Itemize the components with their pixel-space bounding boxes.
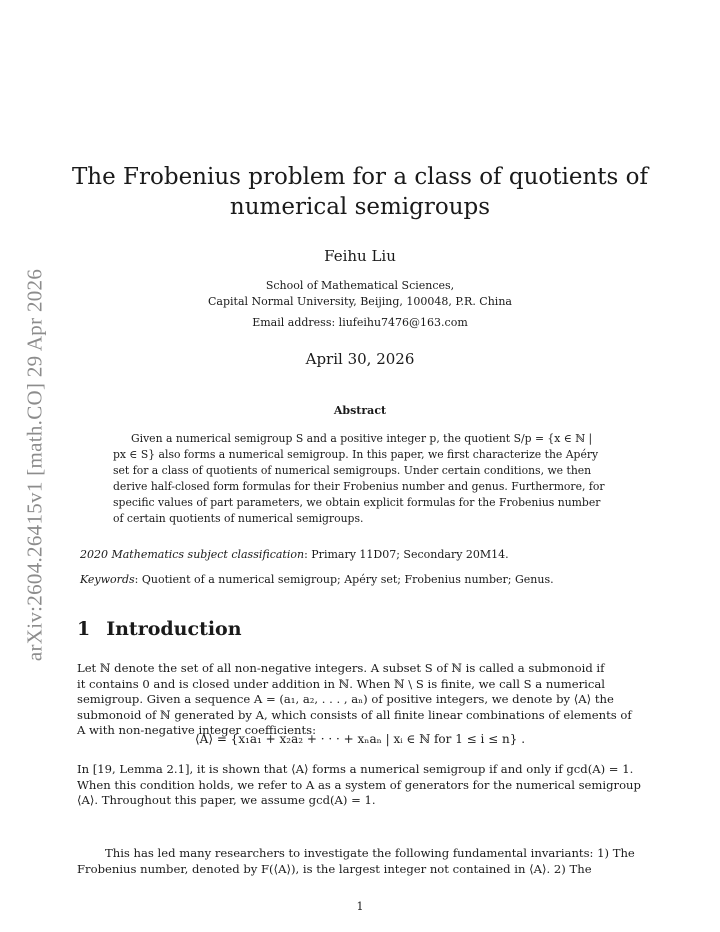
paper-date: April 30, 2026 — [305, 350, 415, 368]
paper-title-line: The Frobenius problem for a class of quotients of — [71, 164, 649, 190]
abstract-line: derive half-closed form formulas for their Frobenius number and genus. Furthermore, for — [113, 480, 605, 493]
paragraph-line: ⟨A⟩. Throughout this paper, we assume gcd(A) = 1. — [77, 793, 376, 808]
display-equation: ⟨A⟩ = {x₁a₁ + x₂a₂ + · · · + xₙaₙ | xᵢ ∈ ℕ for 1 ≤ i ≤ n} . — [194, 732, 526, 746]
abstract-line: specific values of part parameters, we obtain explicit formulas for the Frobenius number — [113, 496, 601, 509]
intro-paragraph-3 — [77, 846, 640, 877]
author-name: Feihu Liu — [324, 247, 396, 265]
arxiv-identifier-stamp — [16, 245, 54, 685]
affiliation-line: School of Mathematical Sciences, — [265, 279, 455, 292]
msc-classification — [80, 548, 640, 561]
paragraph-line: Let ℕ denote the set of all non-negative integers. A subset S of ℕ is called a submonoid if — [77, 661, 605, 675]
paper-title — [0, 162, 720, 222]
author-affiliation — [0, 278, 720, 310]
abstract-body — [113, 431, 605, 527]
section-title: Introduction — [106, 618, 242, 640]
paragraph-line: submonoid of ℕ generated by A, which consists of all finite linear combinations of elements of — [77, 707, 632, 722]
abstract-line: px ∈ S} also forms a numerical semigroup. In this paper, we first characterize the Apéry — [113, 448, 599, 461]
paragraph-line: In [19, Lemma 2.1], it is shown that ⟨A⟩ forms a numerical semigroup if and only if gcd(A) = 1. — [77, 762, 634, 776]
paragraph-line: When this condition holds, we refer to A as a system of generators for the numerical semigroup — [77, 777, 641, 792]
keywords-label: Keywords — [80, 573, 135, 586]
abstract-heading: Abstract — [333, 404, 387, 417]
paper-title-line: numerical semigroups — [229, 194, 491, 220]
paragraph-line: it contains 0 and is closed under addition in ℕ. When ℕ \ S is finite, we call S a numerical — [77, 676, 605, 691]
abstract-line: Given a numerical semigroup S and a positive integer p, the quotient S/p = {x ∈ ℕ | — [131, 432, 593, 445]
keywords — [80, 573, 640, 586]
abstract-line: of certain quotients of numerical semigroups. — [113, 512, 364, 525]
intro-paragraph-1 — [77, 661, 640, 739]
paragraph-line: A with non-negative integer coefficients: — [77, 723, 316, 738]
author-email: Email address: liufeihu7476@163.com — [252, 316, 468, 329]
paragraph-line: This has led many researchers to investigate the following fundamental invariants: 1) The — [105, 846, 635, 860]
msc-label: 2020 Mathematics subject classification — [80, 548, 305, 561]
abstract-line: set for a class of quotients of numerical semigroups. Under certain conditions, we then — [113, 464, 592, 477]
keywords-text: : Quotient of a numerical semigroup; Apéry set; Frobenius number; Genus. — [134, 573, 554, 586]
section-number: 1 — [77, 618, 91, 640]
msc-text: : Primary 11D07; Secondary 20M14. — [304, 548, 509, 561]
paragraph-line: Frobenius number, denoted by F(⟨A⟩), is the largest integer not contained in ⟨A⟩. 2) The — [77, 861, 592, 876]
affiliation-line: Capital Normal University, Beijing, 100048, P.R. China — [208, 295, 512, 308]
arxiv-identifier-text: arXiv:2604.26415v1 [math.CO] 29 Apr 2026 — [22, 268, 47, 662]
page-number: 1 — [356, 900, 364, 913]
intro-paragraph-2 — [77, 762, 640, 809]
section-heading — [77, 618, 242, 640]
paragraph-line: semigroup. Given a sequence A = (a₁, a₂, . . . , aₙ) of positive integers, we denote by ⟨A⟩ the — [77, 692, 614, 707]
